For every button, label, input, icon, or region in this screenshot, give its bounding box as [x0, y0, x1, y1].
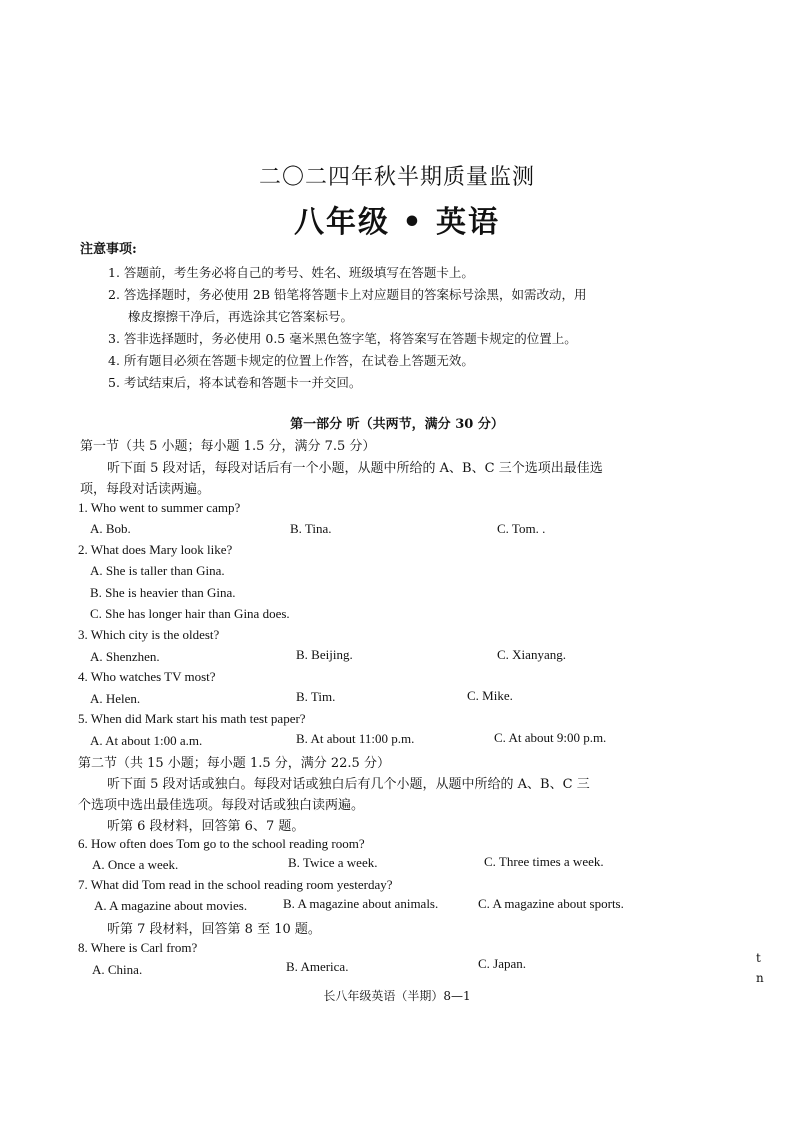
section2-instruction-line1: 听下面 5 段对话或独白。每段对话或独白后有几个小题，从题中所给的 A、B、C 三 [107, 777, 590, 792]
q7-option-a: A. A magazine about movies. [94, 898, 248, 913]
q7-option-b: B. A magazine about animals. [283, 896, 439, 911]
edge-fragment-1: t [756, 951, 761, 965]
q6-option-b: B. Twice a week. [288, 855, 378, 870]
q8-option-a: A. China. [92, 962, 143, 977]
notice-item-3: 3. 答非选择题时，务必使用 0.5 毫米黑色签字笔，将答案写在答题卡规定的位置上。 [108, 331, 577, 346]
q3-option-a: A. Shenzhen. [90, 649, 160, 664]
q4-option-b: B. Tim. [296, 689, 336, 704]
q8-option-b: B. America. [286, 959, 349, 974]
notice-item-2: 2. 答选择题时，务必使用 2B 铅笔将答题卡上对应题目的答案标号涂黑，如需改动，用 [108, 287, 587, 302]
page-footer: 长八年级英语（半期）8—1 [323, 989, 471, 1003]
material-6-instruction: 听第 6 段材料，回答第 6、7 题。 [107, 819, 305, 834]
question-8: 8. Where is Carl from? [78, 940, 198, 955]
exam-title-line2: 八年级 • 英语 [293, 205, 501, 240]
question-2: 2. What does Mary look like? [78, 542, 233, 557]
q4-option-a: A. Helen. [90, 691, 141, 706]
question-7: 7. What did Tom read in the school reading room yesterday? [78, 877, 393, 892]
question-1: 1. Who went to summer camp? [78, 500, 241, 515]
notice-item-4: 4. 所有题目必须在答题卡规定的位置上作答，在试卷上答题无效。 [108, 353, 474, 368]
section1-instruction-line1: 听下面 5 段对话，每段对话后有一个小题，从题中所给的 A、B、C 三个选项出最佳选 [107, 461, 603, 476]
question-6: 6. How often does Tom go to the school reading room? [78, 836, 365, 851]
notice-item-1: 1. 答题前，考生务必将自己的考号、姓名、班级填写在答题卡上。 [108, 265, 474, 280]
q2-option-a: A. She is taller than Gina. [90, 563, 225, 578]
section1-instruction-line2: 项，每段对话读两遍。 [80, 482, 211, 497]
q4-option-c: C. Mike. [467, 688, 513, 703]
part1-title: 第一部分 听（共两节，满分 30 分） [290, 417, 504, 432]
q2-option-c: C. She has longer hair than Gina does. [90, 606, 290, 621]
q3-option-b: B. Beijing. [296, 647, 353, 662]
section1-heading: 第一节（共 5 小题；每小题 1.5 分，满分 7.5 分） [80, 439, 376, 454]
notice-heading: 注意事项: [80, 242, 137, 257]
section2-heading: 第二节（共 15 小题；每小题 1.5 分，满分 22.5 分） [78, 756, 390, 771]
question-5: 5. When did Mark start his math test paper? [78, 711, 306, 726]
q1-option-c: C. Tom. . [497, 521, 546, 536]
q2-option-b: B. She is heavier than Gina. [90, 585, 236, 600]
q3-option-c: C. Xianyang. [497, 647, 566, 662]
notice-item-2-continued: 橡皮擦擦干净后，再选涂其它答案标号。 [128, 309, 354, 324]
q1-option-a: A. Bob. [90, 521, 131, 536]
question-4: 4. Who watches TV most? [78, 669, 216, 684]
q5-option-c: C. At about 9:00 p.m. [494, 730, 607, 745]
notice-item-5: 5. 考试结束后，将本试卷和答题卡一并交回。 [108, 375, 362, 390]
q6-option-c: C. Three times a week. [484, 854, 604, 869]
q7-option-c: C. A magazine about sports. [478, 896, 624, 911]
q5-option-a: A. At about 1:00 a.m. [90, 733, 203, 748]
q6-option-a: A. Once a week. [92, 857, 179, 872]
question-3: 3. Which city is the oldest? [78, 627, 220, 642]
exam-title-line1: 二〇二四年秋半期质量监测 [258, 165, 535, 190]
edge-fragment-2: n [756, 971, 764, 985]
material-7-instruction: 听第 7 段材料，回答第 8 至 10 题。 [107, 922, 321, 937]
section2-instruction-line2: 个选项中选出最佳选项。每段对话或独白读两遍。 [78, 798, 365, 813]
q8-option-c: C. Japan. [478, 956, 527, 971]
q5-option-b: B. At about 11:00 p.m. [296, 731, 415, 746]
q1-option-b: B. Tina. [290, 521, 332, 536]
